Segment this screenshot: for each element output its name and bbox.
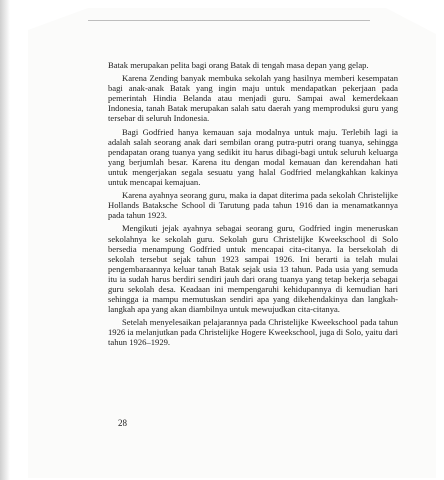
page-top-edge — [88, 20, 370, 21]
page-corner-left — [28, 8, 88, 30]
page-number: 28 — [118, 418, 127, 428]
paragraph: Setelah menyelesaikan pelajarannya pada Christelijke Kweekschool pada tahun 1926 ia melanjutkan pada Christelijke Hogere Kweekschool, juga di Solo, yaitu dari tahun 1926–1929. — [108, 317, 398, 348]
paragraph: Mengikuti jejak ayahnya sebagai seorang guru, Godfried ingin meneruskan sekolahnya ke sekolah guru. Sekolah guru Christelijke Kweekschool di Solo bersedia menampung Godfried untuk mencapai cita-citanya. Ia bersekolah di sekolah tersebut sejak tahun 1923 sampai 1926. Ini berarti ia telah mulai pengembaraannya keluar tanah Batak sejak usia 13 tahun. Pada usia yang semuda itu ia sudah harus berdiri sendiri jauh dari orang tuanya yang tetap bekerja sebagai guru sekolah desa. Keadaan ini mempengaruhi kehidupannya di kemudian hari sehingga ia mampu memutuskan sendiri apa yang dikehendakinya dan langkah-langkah apa yang akan diambilnya untuk mewujudkan cita-citanya. — [108, 223, 398, 315]
page-corner-right — [386, 8, 436, 34]
paragraph: Bagi Godfried hanya kemauan saja modalnya untuk maju. Terlebih lagi ia adalah salah seorang anak dari sembilan orang putra-putri orang tuanya, sehingga pendapatan orang tuanya yang sedikit itu harus dibagi-bagi untuk seluruh keluarga yang berjumlah besar. Karena itu dengan modal kemauan dan kerendahan hati untuk mengerjakan segala sesuatu yang halal Godfried melangkahkan kakinya untuk mencapai kemajuan. — [108, 126, 398, 188]
scan-shadow — [0, 0, 10, 480]
paragraph: Batak merupakan pelita bagi orang Batak di tengah masa depan yang gelap. — [108, 60, 369, 70]
paragraph: Karena Zending banyak membuka sekolah yang hasilnya memberi kesempatan bagi anak-anak Batak yang ingin maju untuk mendapatkan pekerjaan pada pemerintah Hindia Belanda atau menjadi guru. Sampai awal kemerdekaan Indonesia, tanah Batak merupakan salah satu daerah yang memproduksi guru yang tersebar di seluruh Indonesia. — [108, 73, 398, 124]
body-text — [108, 60, 398, 351]
paragraph: Karena ayahnya seorang guru, maka ia dapat diterima pada sekolah Christelijke Hollands Bataksche School di Tarutung pada tahun 1916 dan ia menamatkannya pada tahun 1923. — [108, 190, 398, 221]
